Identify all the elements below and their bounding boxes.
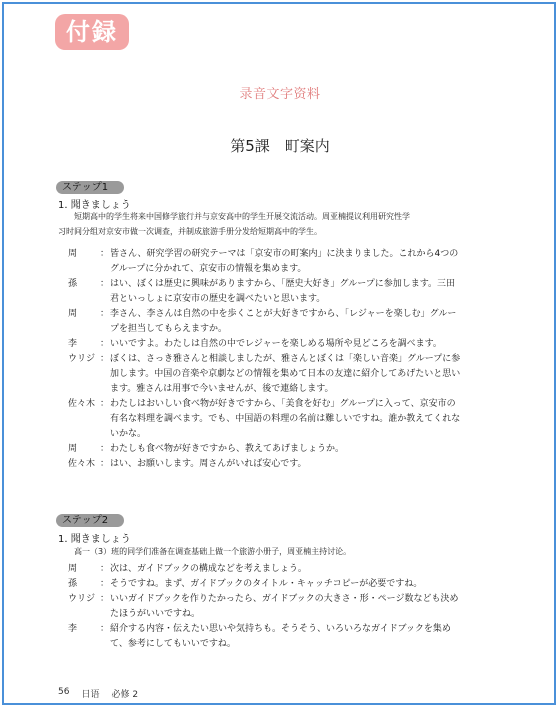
dialogue-line: グループに分かれて、京安市の情報を集めます。 <box>110 264 307 274</box>
speaker-name: 孫 <box>68 579 78 589</box>
speaker-name: 周 <box>68 564 78 574</box>
dialogue-line: プを担当してもらえますか。 <box>110 324 228 334</box>
dialogue-line: 有名な料理を調べます。でも、中国語の料理の名前は難しいですね。誰か教えてくれな <box>110 414 461 424</box>
dialogue-turn: 周 ： わたしも食べ物が好きですから、教えてあげましょうか。 <box>68 442 498 457</box>
speaker-name: ウリジ <box>68 354 96 364</box>
dialogue-line: ぼくは、さっき雅さんと相談しましたが、雅さんとぼくは「楽しい音楽」グループに参 <box>110 354 461 364</box>
dialogue-turn: 佐々木 ： はい、お願いします。周さんがいれば安心です。 <box>68 457 498 472</box>
speaker-name: ウリジ <box>68 594 96 604</box>
appendix-badge: 付録 <box>55 14 129 50</box>
step1-label: ステップ1 <box>56 181 124 194</box>
dialogue-line: はい、ぼくは歴史に興味がありますから、「歴史大好き」グループに参加します。三田 <box>110 279 456 289</box>
dialogue-turn: 周 ： 次は、ガイドブックの構成などを考えましょう。 <box>68 562 498 577</box>
step2-intro-line: 高一（3）班的同学们准备在调查基础上做一个旅游小册子，周亚楠主持讨论。 <box>74 547 352 556</box>
step1-dialogue <box>68 247 498 472</box>
dialogue-turn: 周 ： 皆さん、研究学習の研究テーマは「京安市の町案内」に決まりました。これから4つの グループに分かれて、京安市の情報を集めます。 <box>68 247 498 277</box>
book-section: 必修 2 <box>111 690 139 700</box>
page-footer <box>58 687 138 700</box>
speaker-name: 周 <box>68 444 78 454</box>
dialogue-line: たほうがいいですね。 <box>110 609 201 619</box>
dialogue-turn: 佐々木 ： わたしはおいしい食べ物が好きですから、「美食を好む」グループに入って、京安市の 有名な料理を調べます。でも、中国語の料理の名前は難しいですね。誰か教えてくれな いかな。 <box>68 397 498 442</box>
dialogue-turn: ウリジ ： いいガイドブックを作りたかったら、ガイドブックの大きさ・形・ページ数なども決め たほうがいいですね。 <box>68 592 498 622</box>
step2-dialogue <box>68 562 498 652</box>
dialogue-line: いかな。 <box>110 429 147 439</box>
speaker-name: 佐々木 <box>68 399 96 409</box>
lesson-title: 第5課 町案内 <box>230 137 330 155</box>
speaker-name: 佐々木 <box>68 459 96 469</box>
step1-intro-line: 习时间分组对京安市做一次调查，并制成旅游手册分发给短期高中的学生。 <box>58 227 322 236</box>
dialogue-line: いいですよ。わたしは自然の中でレジャーを楽しめる場所や見どころを調べます。 <box>110 339 442 349</box>
speaker-name: 周 <box>68 249 78 259</box>
dialogue-turn: 李 ： 紹介する内容・伝えたい思いや気持ちも。そうそう、いろいろなガイドブックを集め て、参考にしてもいいですね。 <box>68 622 498 652</box>
dialogue-line: 君といっしょに京安市の歴史を調べたいと思います。 <box>110 294 326 304</box>
dialogue-line: 紹介する内容・伝えたい思いや気持ちも。そうそう、いろいろなガイドブックを集め <box>110 624 451 634</box>
dialogue-line: はい、お願いします。周さんがいれば安心です。 <box>110 459 307 469</box>
step1-heading: 1. 聞きましょう <box>58 200 131 211</box>
dialogue-turn: 孫 ： そうですね。まず、ガイドブックのタイトル・キャッチコピーが必要ですね。 <box>68 577 498 592</box>
dialogue-turn: 孫 ： はい、ぼくは歴史に興味がありますから、「歴史大好き」グループに参加します。三田 君といっしょに京安市の歴史を調べたいと思います。 <box>68 277 498 307</box>
step1-intro <box>58 209 508 239</box>
dialogue-turn: ウリジ ： ぼくは、さっき雅さんと相談しましたが、雅さんとぼくは「楽しい音楽」グループに参 加します。中国の音楽や京劇などの情報を集めて日本の友達に紹介してあげたいと思い ます。雅さんは用事で今いませんが、後で連絡します。 <box>68 352 498 397</box>
dialogue-line: 加します。中国の音楽や京劇などの情報を集めて日本の友達に紹介してあげたいと思い <box>110 369 461 379</box>
step2-label: ステップ2 <box>56 514 124 527</box>
dialogue-line: そうですね。まず、ガイドブックのタイトル・キャッチコピーが必要ですね。 <box>110 579 423 589</box>
dialogue-line: 皆さん、研究学習の研究テーマは「京安市の町案内」に決まりました。これから4つの <box>110 249 459 259</box>
speaker-name: 李 <box>68 339 78 349</box>
dialogue-line: 次は、ガイドブックの構成などを考えましょう。 <box>110 564 307 574</box>
dialogue-line: わたしはおいしい食べ物が好きですから、「美食を好む」グループに入って、京安市の <box>110 399 456 409</box>
dialogue-turn: 周 ： 李さん、李さんは自然の中を歩くことが大好きですから、「レジャーを楽しむ」グルー プを担当してもらえますか。 <box>68 307 498 337</box>
page-number: 56 <box>58 687 70 697</box>
step2-intro <box>74 544 504 559</box>
section-subtitle: 录音文字资料 <box>239 87 321 102</box>
dialogue-line: 李さん、李さんは自然の中を歩くことが大好きですから、「レジャーを楽しむ」グルー <box>110 309 457 319</box>
dialogue-line: て、参考にしてもいいですね。 <box>110 639 236 649</box>
speaker-name: 李 <box>68 624 78 634</box>
dialogue-line: わたしも食べ物が好きですから、教えてあげましょうか。 <box>110 444 345 454</box>
dialogue-line: いいガイドブックを作りたかったら、ガイドブックの大きさ・形・ページ数なども決め <box>110 594 459 604</box>
step1-intro-line: 短期高中的学生将来中国修学旅行并与京安高中的学生开展交流活动。周亚楠提议利用研究性学 <box>74 212 410 221</box>
speaker-name: 孫 <box>68 279 78 289</box>
book-title: 日语 <box>81 690 100 700</box>
dialogue-line: ます。雅さんは用事で今いませんが、後で連絡します。 <box>110 384 334 394</box>
speaker-name: 周 <box>68 309 78 319</box>
step2-heading: 1. 聞きましょう <box>58 534 131 545</box>
dialogue-turn: 李 ： いいですよ。わたしは自然の中でレジャーを楽しめる場所や見どころを調べます。 <box>68 337 498 352</box>
